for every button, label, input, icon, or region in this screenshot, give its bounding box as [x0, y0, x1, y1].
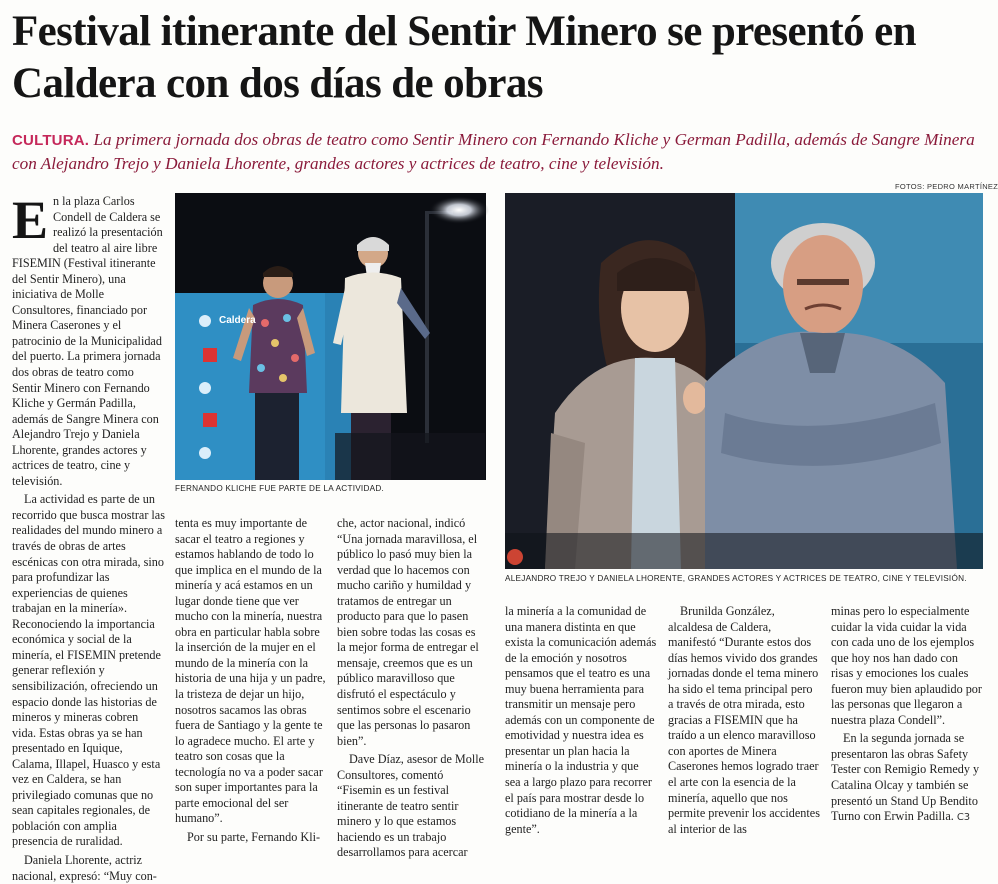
body-column-5: [668, 604, 820, 836]
photo-stage-actors: [175, 193, 486, 480]
lead-text: La primera jornada dos obras de teatro como Sentir Minero con Fernando Kliche y German Padilla, además de Sangre Minera con Alejandro Trejo y Daniela Lhorente, grandes actores y actrices de teatro, cine y televisión.: [12, 130, 975, 173]
body-paragraph: La actividad es parte de un recorrido que busca mostrar las realidades del mundo minero a través de obras de artes escénicas con otra mirada, sino para profundizar las experiencias de quienes trabajan en la minería». Reconociendo la importancia económica y social de la minería, el FISEMIN pretende generar reflexión y sensibilización, ofreciendo un espacio donde las historias de mineros y mineras cobren vida. Estas obras ya se han presentado en Iquique, Calama, Illapel, Huasco y esta vez en Caldera, se han privilegiado comunas que no sean capitales regionales, de población con amplia presencia de ruralidad.: [12, 492, 165, 849]
body-paragraph: minas pero lo especialmente cuidar la vida cuidar la vida con cada uno de los ejemplos que hoy nos han dado con risas y emociones los cuales fueron muy bien aplaudido por las personas que llegaron a nuestra plaza Condell”.: [831, 604, 982, 727]
body-paragraph: la minería a la comunidad de una manera distinta en que exista la comunicación además de la emoción y nosotros pensamos que el teatro es una muy buena herramienta para transmitir un mensaje pero además con un componente de emotividad y nuestra idea es presentar un plan hacia la minería o la industria y que sea a largo plazo para recorrer el país para mostrar desde lo cotidiano de la minería a la gente”.: [505, 604, 657, 836]
body-column-3: [337, 516, 487, 860]
body-paragraph: En la segunda jornada se presentaron las obras Safety Tester con Remigio Remedy y Catalina Olcay y también se presentó un Stand Up Bendito Turno con Erwin Padilla. C3: [831, 731, 980, 824]
photo-left-illustration: [175, 193, 486, 480]
body-paragraph: che, actor nacional, indicó “Una jornada maravillosa, el público lo pasó muy bien la verdad que lo hacemos con mucho cariño y humildad y tratamos de entregar un producto para que lo pasen bien sobre todas las cosas es la mejor forma de entregar el mensaje, creemos que es un público maravilloso que disfrutó el espectáculo y sentimos sobre el escenario que las personas lo pasaron bien”.: [337, 516, 479, 748]
article-lead: [12, 128, 987, 175]
section-kicker: CULTURA.: [12, 132, 90, 149]
photo-caption-right: ALEJANDRO TREJO Y DANIELA LHORENTE, GRANDES ACTORES Y ACTRICES DE TEATRO, CINE Y TELEVISIÓN.: [505, 574, 967, 583]
body-paragraph: Daniela Lhorente, actriz nacional, expresó: “Muy con-: [12, 852, 157, 883]
photo-right-illustration: [505, 193, 983, 569]
photo-credit: FOTOS: PEDRO MARTÍNEZ: [895, 182, 998, 191]
banner-text: Caldera: [219, 315, 256, 326]
body-column-2: [175, 516, 328, 844]
body-paragraph: Dave Díaz, asesor de Molle Consultores, comentó “Fisemin es un festival itinerante de teatro sentir minero y lo que estamos haciendo es un trabajo desarrollamos para acercar: [337, 752, 485, 860]
body-column-1: [12, 190, 165, 883]
article-headline: Festival itinerante del Sentir Minero se presentó en Caldera con dos días de obras: [12, 8, 916, 107]
drop-cap: E: [12, 190, 49, 250]
photo-actors-closeup: [505, 193, 983, 569]
body-column-6: [831, 604, 983, 824]
body-paragraph: tenta es muy importante de sacar el teatro a regiones y estamos hablando de todo lo que implica en el mundo de la minería y acá estamos en un lugar donde tiene que ver mucho con la minería, nuestra obra en particular habla sobre la inserción de la mujer en el mundo de la minería con la historia de una hija y un padre, la tristeza de dejar un hijo, nosotros sacamos las obras fuera de Santiago y la gente te lo agradece mucho. El arte y teatro son cosas que la tecnología no va a poder sacar son super importantes para la parte emocional del ser humano”.: [175, 516, 326, 826]
end-mark: C3: [956, 812, 971, 824]
body-column-4: [505, 604, 657, 836]
photo-caption-left: FERNANDO KLICHE FUE PARTE DE LA ACTIVIDAD.: [175, 484, 385, 493]
body-paragraph: En la plaza Carlos Condell de Caldera se realizó la presentación del teatro al aire libre FISEMIN (Festival itinerante del Sentir Minero), una iniciativa de Molle Consultores, financiado por Minera Caserones y el patrocinio de la Municipalidad del puerto. La primera jornada dos obras de teatro como Sentir Minero con Fernando Kliche y Germán Padilla, además de Sangre Minera con Alejandro Trejo y Daniela Lhorente, grandes actores y actrices de teatro, cine y televisión.: [12, 190, 163, 488]
body-paragraph: Brunilda González, alcaldesa de Caldera, manifestó “Durante estos dos días hemos vivido dos grandes jornadas donde el tema minero ha sido el tema principal pero a través de otra mirada, esto gracias a FISEMIN que ha traído a un elenco maravilloso con aportes de Minera Caserones hemos logrado traer el arte con la esencia de la minería, aquello que nos permite prevenir los accidentes al interior de las: [668, 604, 820, 836]
body-paragraph: Por su parte, Fernando Kli-: [187, 829, 321, 844]
